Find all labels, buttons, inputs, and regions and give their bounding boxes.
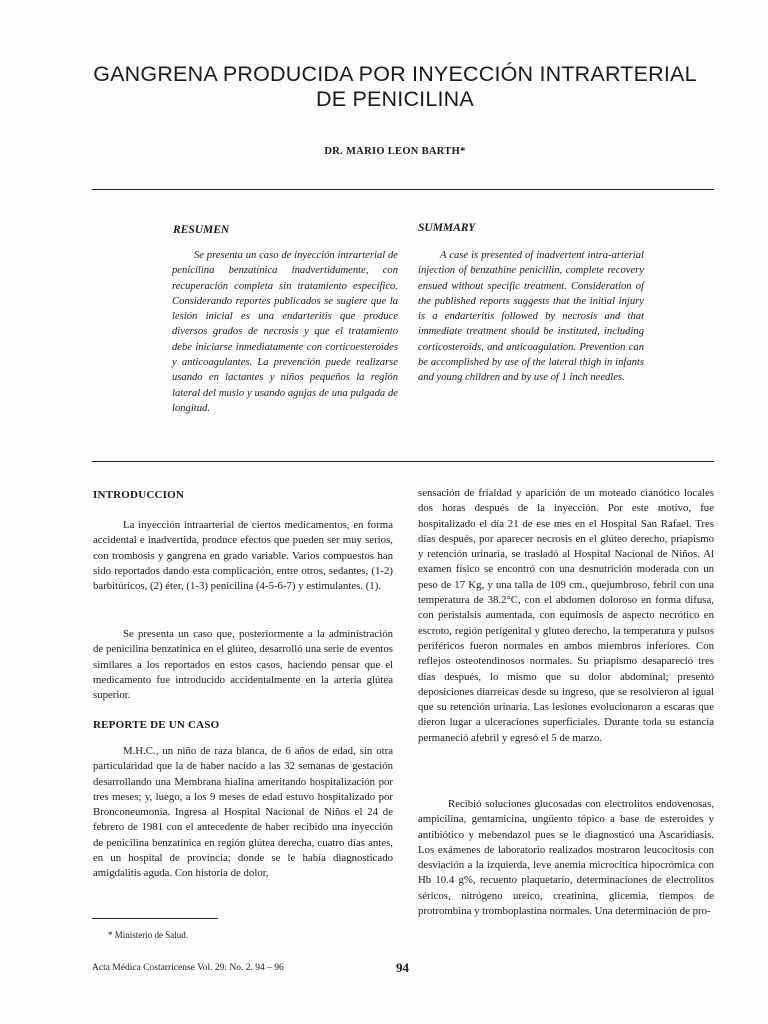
reporte-heading: REPORTE DE UN CASO [93,719,220,731]
title-line-1: GANGRENA PRODUCIDA POR INYECCIÓN INTRARTERIAL [93,62,697,86]
page-title [60,62,730,112]
right-column-paragraph-1: sensación de frialdad y aparición de un moteado cianótico locales dos horas después de la inyección. Por este motivo, fue hospitalizado el día 21 de ese mes en el Hospital San Rafael. Tres días después, por aparecer necrosis en el glúteo derecho, priapismo y retención urinaria, se trasladó al Hospital Nacional de Niños. Al examen físico se encontró con una desnutrición moderada con un peso de 17 Kg, y una talla de 109 cm., quejumbroso, febril con una temperatura de 38.2°C, con el abdomen doloroso en forma difusa, con peristalsis aumentada, con equimosis de aspecto necrótico en escroto, región perigenital y gluteo derecho, la temperatura y pulsos periféricos fueron normales en ambos miembros inferiores. Con reflejos osteotendinosos normales. Su priapismo desapareció tres días después, lo mismo que su dolor abdominal; presentó deposiciones diarreicas desde su ingreso, que se resolvieron al igual que su retención urinaria. Las lesiones evolucionaron a escaras que dieron lugar a ulceraciones superficiales. Durante toda su estancia permaneció afebril y egresó el 5 de marzo. [418,487,714,744]
introduccion-paragraph-2: Se presenta un caso que, posteriormente a la administración de penicilina benzatínica en el glúteo, desarrolló una serie de eventos similares a los reportados en estos casos, haciendo pensar que el medicamento fue introducido accidentalmente en la arteria glútea superior. [93,628,393,702]
summary-text: A case is presented of inadvertent intra-arterial injection of benzathine penicillin, complete recovery ensued without specific treatment. Consideration of the published reports suggests that the initial injury is a endarteritis followed by necrosis and that immediate treatment should be instituted, including corticosteroids, and anticoagulation. Prevention can be accomplished by use of the lateral thigh in infants and young children and by use of 1 inch needles. [418,250,644,384]
resumen-heading: RESUMEN [173,224,230,236]
reporte-paragraph-1: M.H.C., un niño de raza blanca, de 6 años de edad, sin otra particularidad que la de haber nacido a las 32 semanas de gestación desarrollando una Membrana hialina ameritando hospitalización por tres meses; y, luego, a los 9 meses de edad estuvo hospitalizado por Bronconeumonía. Ingresa al Hospital Nacional de Niños el 24 de febrero de 1981 con el antecedente de haber recibido una inyección de penicilina benzatínica en región glútea derecha, cuatro días antes, en un hospital de provincia; donde se le había diagnosticado amigdalitis aguda. Con historia de dolor, [93,745,393,880]
title-line-2: DE PENICILINA [316,87,474,111]
mid-divider [92,461,714,462]
journal-citation: Acta Médica Costarricense Vol. 29: No. 2. 94 – 96 [92,963,284,973]
resumen-text: Se presenta un caso de inyección intrarterial de penicilina benzatínica inadvertidamente, con recuperación completa sin tratamiento específico. Considerando reportes publicados se sugiere que la lesión inicial es una endarteritis que produce diversos grados de necrosis y que el tratamiento debe iniciarse inmediatamente con corticoesteroides y anticoagulantes. La prevención puede realizarse usando en lactantes y niños pequeños la región lateral del muslo y usando agujas de una pulgada de longitud. [172,250,398,414]
author: DR. MARIO LEON BARTH* [324,146,466,157]
introduccion-paragraph-1: La inyección intraarterial de ciertos medicamentos, en forma accidental e inadvertida, produce efectos que pueden ser muy serios, con trombosis y gangrena en grado variable. Varios compuestos han sido reportados dando esta complicación, entre otros, sedantes, (1-2) barbitúricos, (2) éter, (1-3) penicilina (4-5-6-7) y estimulantes. (1). [93,519,393,593]
footnote-divider [92,918,218,919]
right-column-paragraph-2: Recibió soluciones glucosadas con electrolitos endovenosas, ampicilina, gentamicina, ungüento tópico a base de esteroides y antibiótico y mebendazol pues se le diagnosticó una Ascaridiasis. Los exámenes de laboratorio realizados mostraron leucocitosis con desviación a la izquierda, leve anemia microcítica hipocrómica con Hb 10.4 g%, recuento plaquetario, determinaciones de electrolitos séricos, nitrógeno ureico, creatinina, glicemia, tiempos de protrombina y tromboplastina normales. Una determinación de pro- [418,798,714,918]
footnote: * Ministerio de Salud. [108,930,188,940]
introduccion-heading: INTRODUCCION [93,489,185,501]
top-divider [92,189,714,190]
summary-heading: SUMMARY [418,222,476,234]
page-number: 94 [396,960,409,975]
